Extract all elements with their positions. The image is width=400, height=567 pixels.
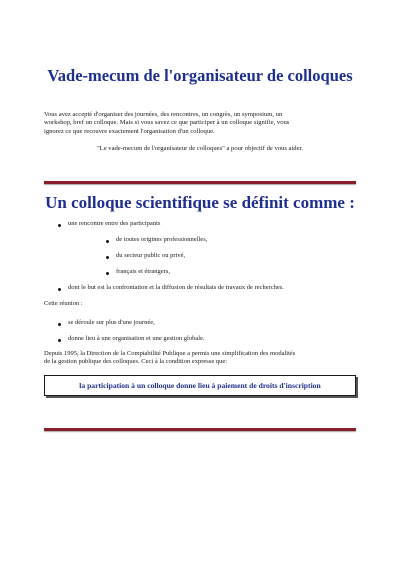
- bullet-icon: [58, 323, 61, 326]
- section-heading: Un colloque scientifique se définit comme :: [45, 193, 355, 212]
- depuis-line-1: Depuis 1995, la Direction de la Comptabilité Publique a permis une simplification des modalités: [44, 350, 296, 357]
- intro-line-3: ignorez ce que recouvre exactement l'organisation d'un colloque.: [44, 127, 215, 135]
- intro-line-2: workshop, bref un colloque. Mais si vous savez ce que participer à un colloque signifie, vous: [44, 119, 290, 127]
- list-item: donne lieu à une organisation et une gestion globale.: [68, 335, 205, 342]
- list-item: dont le but est la confrontation et la diffusion de résultats de travaux de recherches.: [68, 284, 284, 291]
- document-title: Vade-mecum de l'organisateur de colloques: [47, 66, 353, 85]
- list-item: se déroule sur plus d'une journée,: [68, 319, 155, 326]
- cette-reunion-label: Cette réunion :: [44, 300, 83, 307]
- intro-paragraph: [44, 111, 356, 136]
- divider-rule: [44, 428, 356, 431]
- bullet-icon: [58, 339, 61, 342]
- depuis-line-2: de la gestion publique des colloques. Ceci à la condition expresse que:: [44, 358, 228, 366]
- intro-line-1: Vous avez accepté d'organiser des journées, des rencontres, un congrès, un symposium, un: [44, 111, 283, 118]
- list-item: du secteur public ou privé,: [116, 252, 186, 259]
- highlight-text: la participation à un colloque donne lieu à paiement de droits d'inscription: [79, 381, 321, 390]
- bullet-icon: [58, 288, 61, 291]
- list-item: une rencontre entre des participants: [68, 220, 161, 227]
- divider-rule: [44, 181, 356, 184]
- highlight-box: [44, 375, 356, 396]
- bullet-icon: [58, 224, 61, 227]
- bullet-icon: [106, 256, 109, 259]
- intro-quote: "Le vade-mecum de l'organisateur de colloques" a pour objectif de vous aider.: [96, 145, 304, 152]
- bullet-icon: [106, 272, 109, 275]
- bullet-icon: [106, 240, 109, 243]
- list-item: français et étrangers,: [116, 268, 170, 275]
- list-item: de toutes origines professionnelles,: [116, 236, 208, 243]
- depuis-paragraph: [44, 350, 356, 366]
